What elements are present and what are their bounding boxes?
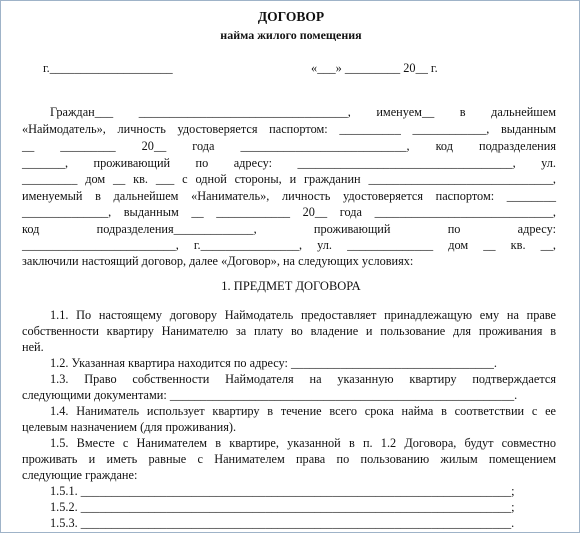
parties-line-5: _________ дом __ кв. ___ с одной стороны, и гражданин ______________________________,	[22, 172, 556, 186]
clause-1-3-line-2: следующими документами: ________________________________________________________.	[22, 388, 518, 402]
parties-line-1: Граждан___ __________________________________, именуем__ в дальнейшем	[50, 105, 556, 119]
clause-1-5-line-2: проживать и иметь равные с Нанимателем права по пользованию жилым помещением	[22, 452, 556, 466]
parties-line-9: _________________________, г.________________, ул. ______________ дом __ кв. __,	[22, 238, 556, 252]
parties-line-6: именуемый в дальнейшем «Наниматель», личность удостоверяется паспортом: ________	[22, 189, 556, 203]
parties-line-8: код подразделения_____________, проживающий по адресу:	[22, 222, 556, 236]
clause-1-5-2: 1.5.2. ______________________________________________________________________;	[50, 500, 515, 514]
parties-line-3: __ _________ 20__ года ___________________________, код подразделения	[22, 139, 556, 153]
section-1-heading: 1. ПРЕДМЕТ ДОГОВОРА	[221, 279, 361, 293]
clause-1-5-1: 1.5.1. ______________________________________________________________________;	[50, 484, 515, 498]
document-title: ДОГОВОР	[257, 9, 325, 24]
clause-1-1-line-2: собственности квартиру Нанимателю за плату во владение и пользование для проживания в	[22, 324, 556, 338]
clause-1-5-3: 1.5.3. ______________________________________________________________________.	[50, 516, 515, 530]
clause-1-5-line-1: 1.5. Вместе с Нанимателем в квартире, указанной в п. 1.2 Договора, будут совместно	[50, 436, 556, 450]
clause-1-1-line-3: ней.	[22, 340, 44, 354]
parties-line-2: «Наймодатель», личность удостоверяется паспортом: __________ ____________, выданным	[22, 122, 556, 136]
document-subtitle: найма жилого помещения	[220, 28, 362, 42]
clause-1-3-line-1: 1.3. Право собственности Наймодателя на указанную квартиру подтверждается	[50, 372, 556, 386]
parties-line-7: ______________, выданным __ ____________ 20__ года _____________________________,	[22, 205, 556, 219]
parties-line-4: _______, проживающий по адресу: ___________________________________, ул.	[22, 156, 556, 170]
parties-line-10: заключили настоящий договор, далее «Договор», на следующих условиях:	[22, 254, 414, 268]
place-date-line: г.____________________ «___» _________ 20__ г.	[43, 61, 438, 75]
clause-1-1-line-1: 1.1. По настоящему договору Наймодатель предоставляет принадлежащую ему на праве	[50, 308, 556, 322]
clause-1-4-line-1: 1.4. Наниматель использует квартиру в течение всего срока найма в соответствии с ее	[50, 404, 556, 418]
clause-1-2: 1.2. Указанная квартира находится по адресу: _________________________________.	[50, 356, 497, 370]
clause-1-4-line-2: целевым назначением (для проживания).	[22, 420, 237, 434]
clause-1-5-line-3: следующие граждане:	[22, 468, 138, 482]
